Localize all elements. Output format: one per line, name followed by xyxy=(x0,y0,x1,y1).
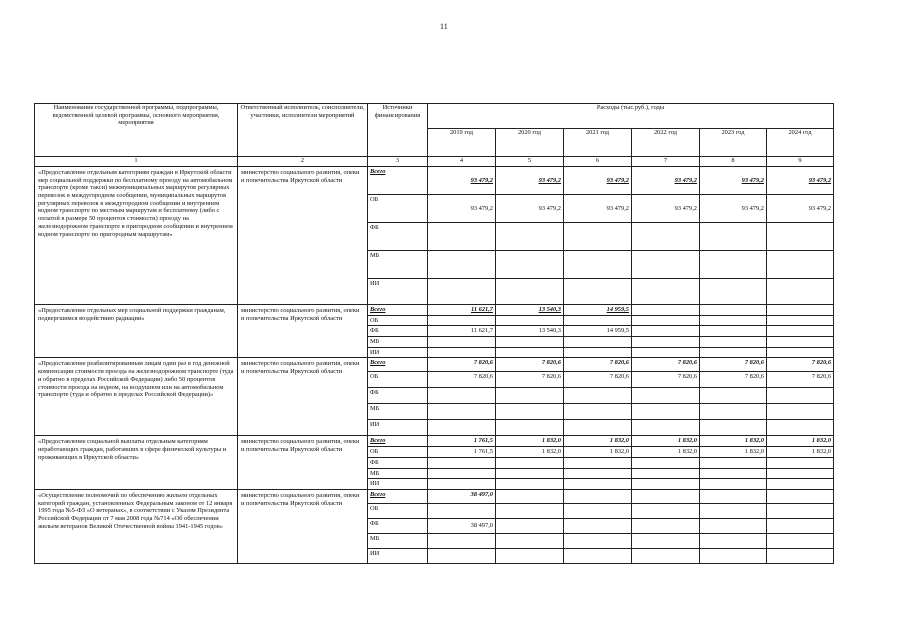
value-cell xyxy=(767,489,834,503)
column-number: 6 xyxy=(564,157,632,167)
source-ob: ОБ xyxy=(368,195,428,223)
value-cell: 7 820,6 xyxy=(428,358,496,372)
value-cell xyxy=(564,489,632,503)
value-cell: 14 959,5 xyxy=(564,326,632,337)
value-cell: 1 832,0 xyxy=(767,447,834,458)
column-number: 9 xyxy=(767,157,834,167)
value-cell: 13 540,3 xyxy=(496,305,564,316)
source-total: Всего xyxy=(368,305,428,316)
source-ob: ОБ xyxy=(368,372,428,388)
source-fb: ФБ xyxy=(368,518,428,533)
value-cell: 38 497,0 xyxy=(428,518,496,533)
value-cell: 7 820,6 xyxy=(700,372,767,388)
value-cell xyxy=(700,305,767,316)
source-ii: ИИ xyxy=(368,279,428,305)
activity-responsible: министерство социального развития, опеки и попечительства Иркутской области xyxy=(238,489,368,563)
value-cell: 13 540,3 xyxy=(496,326,564,337)
table-row xyxy=(35,436,834,447)
value-cell: 7 820,6 xyxy=(632,372,700,388)
expenses-table xyxy=(34,103,834,564)
activity-name: «Предоставление реабилитированным лицам один раз в год денежной компенсации стоимости проезда на железнодорожном транспорте (туда и обратно в пределах Российской Федерации) либо 50 процентов стоимости проезда на водном, на воздушном или на автомобильном транспорте (туда и обратно в пределах Российской Федерации)» xyxy=(35,358,238,436)
source-mb: МБ xyxy=(368,533,428,548)
header-expenses: Расходы (тыс.руб.), годы xyxy=(428,104,834,129)
value-cell: 1 832,0 xyxy=(700,436,767,447)
value-cell: 7 820,6 xyxy=(428,372,496,388)
value-cell: 93 479,2 xyxy=(428,167,496,195)
source-fb: ФБ xyxy=(368,326,428,337)
source-fb: ФБ xyxy=(368,223,428,251)
value-cell: 93 479,2 xyxy=(767,167,834,195)
source-ii: ИИ xyxy=(368,479,428,490)
value-cell: 1 832,0 xyxy=(564,436,632,447)
value-cell xyxy=(496,518,564,533)
value-cell: 93 479,2 xyxy=(564,167,632,195)
activity-responsible: министерство социального развития, опеки и попечительства Иркутской области xyxy=(238,167,368,305)
source-total: Всего xyxy=(368,436,428,447)
source-total: Всего xyxy=(368,358,428,372)
header-year: 2021 год xyxy=(564,129,632,157)
column-number-row xyxy=(35,157,834,167)
value-cell: 7 820,6 xyxy=(632,358,700,372)
source-ii: ИИ xyxy=(368,420,428,436)
header-year: 2024 год xyxy=(767,129,834,157)
activity-responsible: министерство социального развития, опеки и попечительства Иркутской области xyxy=(238,305,368,358)
value-cell: 1 832,0 xyxy=(700,447,767,458)
header-responsible: Ответственный исполнитель, соисполнители, участники, исполнители мероприятий xyxy=(238,104,368,157)
value-cell: 93 479,2 xyxy=(632,195,700,223)
column-number: 5 xyxy=(496,157,564,167)
page-number: 11 xyxy=(440,22,448,31)
value-cell xyxy=(632,326,700,337)
activity-responsible: министерство социального развития, опеки и попечительства Иркутской области xyxy=(238,436,368,489)
value-cell: 11 621,7 xyxy=(428,305,496,316)
value-cell: 7 820,6 xyxy=(496,358,564,372)
value-cell: 93 479,2 xyxy=(564,195,632,223)
source-mb: МБ xyxy=(368,337,428,348)
value-cell: 93 479,2 xyxy=(496,167,564,195)
value-cell xyxy=(767,326,834,337)
value-cell: 14 959,5 xyxy=(564,305,632,316)
table-row xyxy=(35,358,834,372)
value-cell xyxy=(767,305,834,316)
column-number: 3 xyxy=(368,157,428,167)
value-cell xyxy=(496,489,564,503)
value-cell xyxy=(700,489,767,503)
value-cell xyxy=(767,518,834,533)
value-cell: 11 621,7 xyxy=(428,326,496,337)
column-number: 1 xyxy=(35,157,238,167)
source-total: Всего xyxy=(368,167,428,195)
value-cell xyxy=(632,305,700,316)
value-cell: 1 761,5 xyxy=(428,447,496,458)
value-cell: 1 832,0 xyxy=(632,447,700,458)
value-cell xyxy=(632,489,700,503)
value-cell xyxy=(700,326,767,337)
value-cell xyxy=(632,518,700,533)
value-cell: 93 479,2 xyxy=(700,195,767,223)
value-cell: 1 832,0 xyxy=(632,436,700,447)
header-name: Наименование государственной программы, подпрограммы, ведомственной целевой программы, основного мероприятия, мероприятия xyxy=(35,104,238,157)
activity-name: «Предоставление социальной выплаты отдельным категориям неработающих граждан, работавших в сфере физической культуры и проживающих в Иркутской области» xyxy=(35,436,238,489)
activity-name: «Осуществление полномочий по обеспечению жильем отдельных категорий граждан, установленных Федеральным законом от 12 января 1995 года №5-ФЗ «О ветеранах», в соответствии с Указом Президента Российской Федерации от 7 мая 2008 года №714 «Об обеспечении жильем ветеранов Великой Отечественной войны 1941-1945 годов» xyxy=(35,489,238,563)
header-year: 2023 год xyxy=(700,129,767,157)
activity-name: «Предоставление отдельным категориям граждан в Иркутской области мер социальной поддержки по бесплатному проезду на автомобильном транспорте (кроме такси) межмуниципальных маршрутов регулярных перевозок в междугородном сообщении, муниципальных маршрутов регулярных перевозок в междугородном сообщении и внутреннем водном транспорте по местным маршрутам и бесплатному (либо с оплатой в размере 50 процентов стоимости) проезду на железнодорожном транспорте в пригородном сообщении и внутреннем водном транспорте по пригородным маршрутам» xyxy=(35,167,238,305)
source-mb: МБ xyxy=(368,468,428,479)
value-cell: 7 820,6 xyxy=(767,358,834,372)
value-cell xyxy=(700,518,767,533)
column-number: 4 xyxy=(428,157,496,167)
header-year: 2020 год xyxy=(496,129,564,157)
activity-name: «Предоставление отдельных мер социальной поддержки гражданам, подвергшимся воздействию радиации» xyxy=(35,305,238,358)
header-source: Источники финансирования xyxy=(368,104,428,157)
header-year: 2019 год xyxy=(428,129,496,157)
header-year: 2022 год xyxy=(632,129,700,157)
value-cell: 1 832,0 xyxy=(767,436,834,447)
value-cell: 7 820,6 xyxy=(700,358,767,372)
source-fb: ФБ xyxy=(368,457,428,468)
value-cell: 7 820,6 xyxy=(496,372,564,388)
column-number: 8 xyxy=(700,157,767,167)
source-mb: МБ xyxy=(368,404,428,420)
activity-responsible: министерство социального развития, опеки и попечительства Иркутской области xyxy=(238,358,368,436)
source-ob: ОБ xyxy=(368,503,428,518)
value-cell: 1 832,0 xyxy=(496,447,564,458)
value-cell: 93 479,2 xyxy=(632,167,700,195)
value-cell: 1 832,0 xyxy=(564,447,632,458)
source-mb: МБ xyxy=(368,251,428,279)
source-fb: ФБ xyxy=(368,388,428,404)
value-cell: 93 479,2 xyxy=(496,195,564,223)
source-ii: ИИ xyxy=(368,548,428,563)
source-ob: ОБ xyxy=(368,315,428,326)
column-number: 7 xyxy=(632,157,700,167)
value-cell: 93 479,2 xyxy=(700,167,767,195)
value-cell: 7 820,6 xyxy=(564,372,632,388)
source-ob: ОБ xyxy=(368,447,428,458)
value-cell: 7 820,6 xyxy=(767,372,834,388)
value-cell: 93 479,2 xyxy=(428,195,496,223)
table-row xyxy=(35,305,834,316)
value-cell: 93 479,2 xyxy=(767,195,834,223)
column-number: 2 xyxy=(238,157,368,167)
table-row xyxy=(35,167,834,195)
source-ii: ИИ xyxy=(368,347,428,358)
value-cell: 7 820,6 xyxy=(564,358,632,372)
table-row xyxy=(35,489,834,503)
value-cell: 1 761,5 xyxy=(428,436,496,447)
value-cell: 1 832,0 xyxy=(496,436,564,447)
source-total: Всего xyxy=(368,489,428,503)
value-cell: 38 497,0 xyxy=(428,489,496,503)
value-cell xyxy=(564,518,632,533)
